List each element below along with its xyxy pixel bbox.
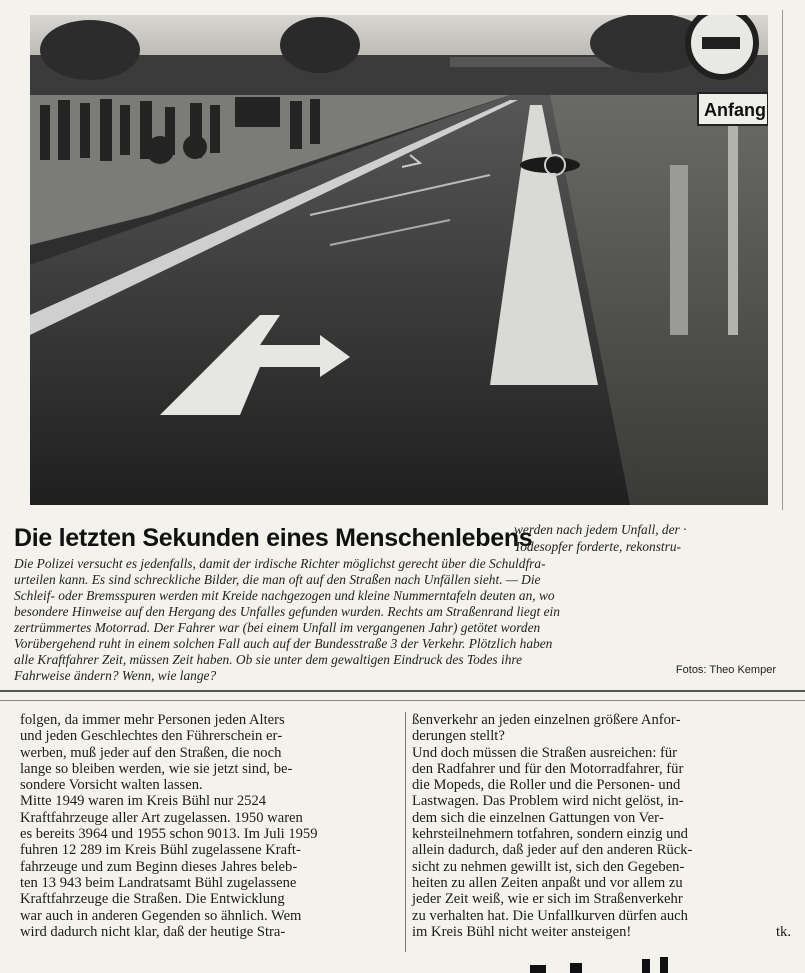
caption-line: Todesopfer forderte, rekonstru‑ xyxy=(514,539,682,554)
article-line: ten 13 943 beim Landratsamt Bühl zugelassene xyxy=(20,874,297,891)
article-line: ßenverkehr an jeden einzelnen größere Anfor‑ xyxy=(412,712,681,728)
section-divider-thin xyxy=(0,700,805,701)
article-line: Und doch müssen die Straßen ausreichen: für xyxy=(412,744,678,761)
photo-credit: Fotos: Theo Kemper xyxy=(675,664,776,676)
sign-anfang-text: Anfang xyxy=(704,100,766,120)
caption-line: Fahrweise ändern? Wenn, wie lange? xyxy=(14,668,217,683)
article-left-column xyxy=(20,712,398,940)
article-line: den Radfahrer und für den Motorradfahrer, für xyxy=(412,760,684,777)
article-line: wird dadurch nicht klar, daß der heutige Stra‑ xyxy=(20,923,286,940)
caption-headline: Die letzten Sekunden eines Menschenlebens xyxy=(14,524,533,552)
article-line: fuhren 12 289 im Kreis Bühl zugelassene Kraft‑ xyxy=(20,842,301,859)
article-line: folgen, da immer mehr Personen jeden Alters xyxy=(20,712,285,728)
column-divider xyxy=(405,712,406,952)
article-line: lange so bleiben werden, wie sie jetzt sind, be‑ xyxy=(20,760,293,777)
article-line: heiten zu allen Zeiten anpaßt und vor allem zu xyxy=(412,874,683,891)
article-line: sondere Vorsicht walten lassen. xyxy=(20,777,203,794)
article-line: Kraftfahrzeuge aller Art zugelassen. 1950 waren xyxy=(20,809,303,826)
photo-caption xyxy=(12,518,792,690)
caption-line: Die Polizei versucht es jedenfalls, damit der irdische Richter möglichst gerecht über die Schuldfra‑ xyxy=(14,556,546,571)
article-line: sicht zu nehmen gewillt ist, sich den Gegeben‑ xyxy=(412,858,685,875)
cropped-headline-shapes xyxy=(410,955,690,973)
section-divider xyxy=(0,690,805,692)
caption-line: Vorübergehend ruht in einem solchen Fall auch auf der Bundesstraße 3 der Verkehr. Plötzlich haben xyxy=(14,636,553,651)
cropped-next-headline xyxy=(410,955,690,973)
caption-line: besondere Hinweise auf den Hergang des Unfalles gefunden wurden. Rechts am Straßenrand liegt ein xyxy=(14,604,560,619)
article-line: fahrzeuge und zum Beginn dieses Jahres beleb‑ xyxy=(20,858,298,875)
caption-line: zertrümmertes Motorrad. Der Fahrer war (bei einem Unfall im vergangenen Jahr) getötet worden xyxy=(14,620,541,635)
article-line: Lastwagen. Das Problem wird nicht gelöst, in‑ xyxy=(412,793,684,810)
article-line: und jeden Geschlechtes den Führerschein er‑ xyxy=(20,728,283,745)
article-line: die Mopeds, die Roller und die Personen‑ und xyxy=(412,777,681,794)
article-line: derungen stellt? xyxy=(412,728,505,745)
caption-line: alle Kraftfahrer Zeit, müssen Zeit haben. Ob sie unter dem gewaltigen Eindruck des Todes ihre xyxy=(14,652,523,667)
caption-line: urteilen kann. Es sind schreckliche Bilder, die man oft auf den Straßen nach Unfällen sieht. — Die xyxy=(14,572,541,587)
article-line: jeder Zeit weiß, wie er sich im Straßenverkehr xyxy=(412,891,683,908)
road-photo-illustration xyxy=(30,15,768,505)
author-signature: tk. xyxy=(776,924,791,940)
article-line: es bereits 3964 und 1955 schon 9013. Im Juli 1959 xyxy=(20,826,318,843)
article-line: Kraftfahrzeuge die Straßen. Die Entwicklung xyxy=(20,891,285,908)
article-right-column xyxy=(412,712,792,940)
article-line: zu verhalten hat. Die Unfallkurven dürfen auch xyxy=(412,907,688,924)
article-line: im Kreis Bühl nicht weiter ansteigen! xyxy=(412,923,632,940)
article-line: Mitte 1949 waren im Kreis Bühl nur 2524 xyxy=(20,793,267,810)
caption-line: Schleif‑ oder Bremsspuren werden mit Kreide nachgezogen und kleine Nummerntafeln deuten an, wo xyxy=(14,588,555,603)
article-line: dem sich die einzelnen Gattungen von Ver‑ xyxy=(412,809,664,826)
article-line: allein dadurch, daß jeder auf den anderen Rück‑ xyxy=(412,842,693,859)
article-line: war auch in anderen Gegenden so ähnlich. Wem xyxy=(20,907,302,924)
article-line: werben, muß jeder auf den Straßen, die noch xyxy=(20,744,282,761)
article-line: kehrsteilnehmern totfahren, sondern einzig und xyxy=(412,826,688,843)
accident-scene-photo xyxy=(30,15,768,505)
caption-line: werden nach jedem Unfall, der · xyxy=(514,522,687,537)
